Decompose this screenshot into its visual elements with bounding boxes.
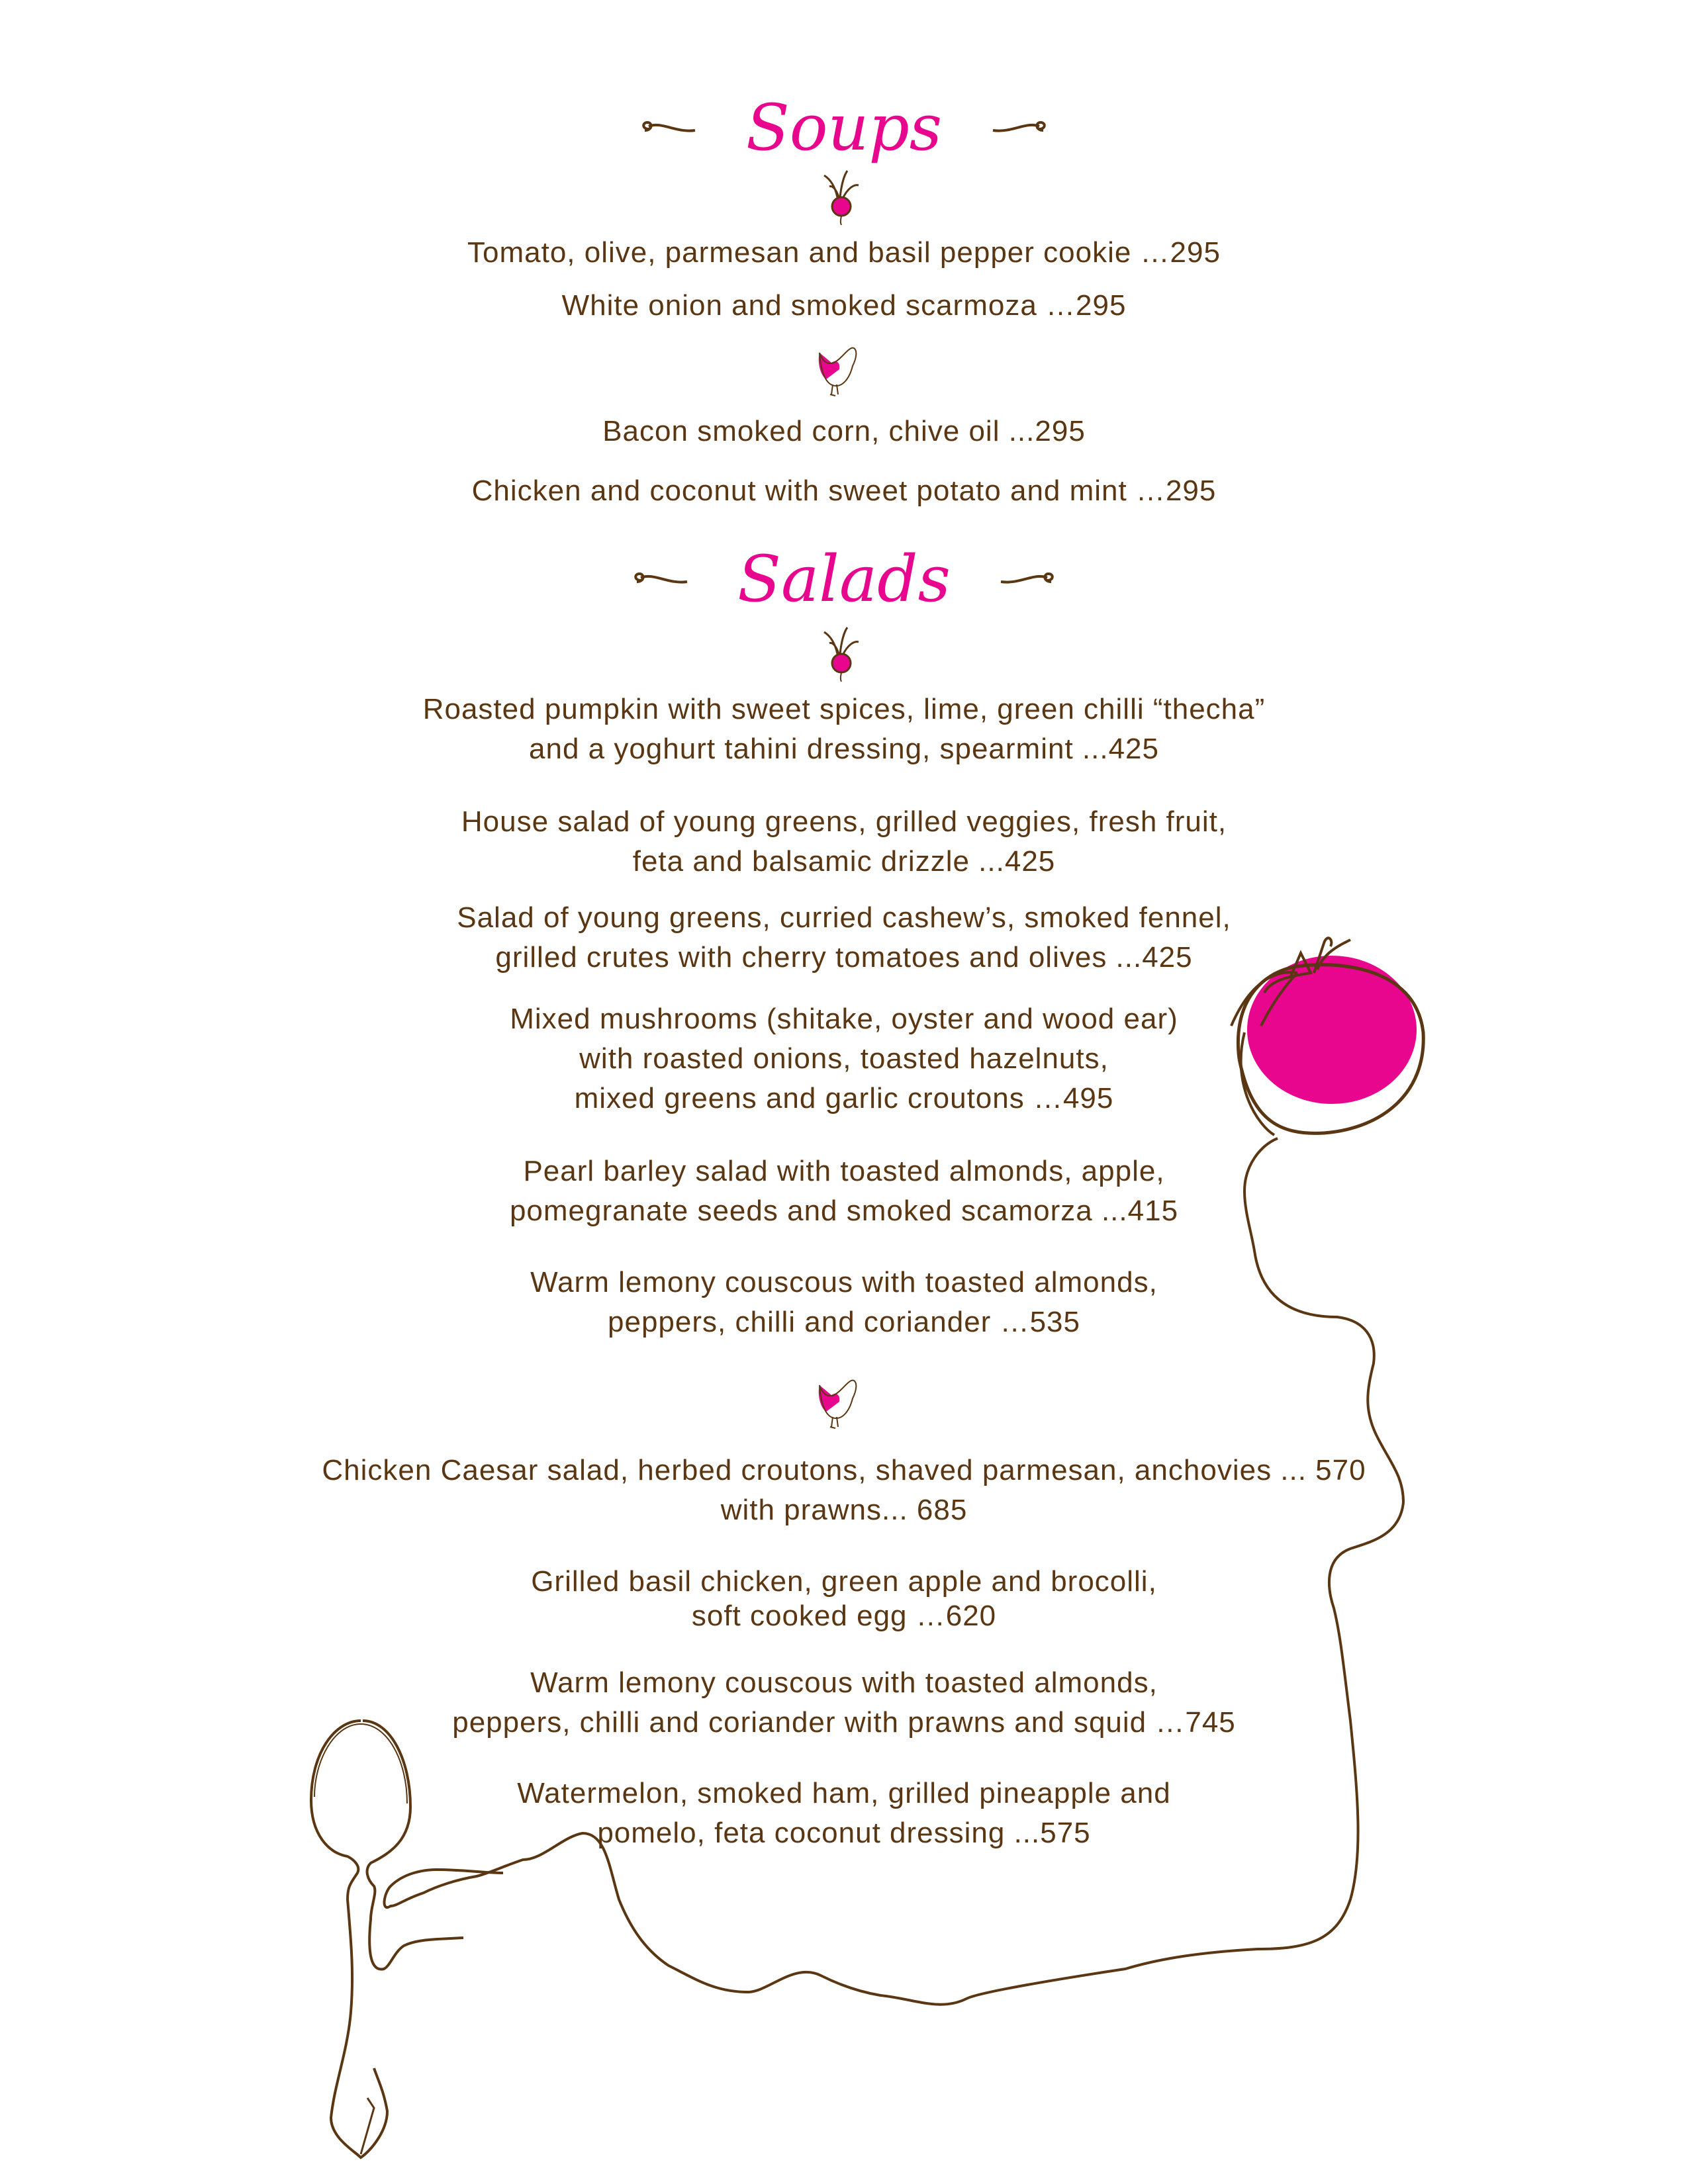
section-heading-soups	[0, 86, 1688, 164]
menu-item-line: Salad of young greens, curried cashew’s, smoked fennel,	[457, 901, 1231, 934]
menu-item-line: Pearl barley salad with toasted almonds, apple,	[523, 1155, 1165, 1187]
beetroot-icon	[818, 622, 864, 682]
menu-item-line: Watermelon, smoked ham, grilled pineapple and	[517, 1777, 1171, 1809]
chicken-icon	[813, 1375, 866, 1432]
menu-item-line: feta and balsamic drizzle ...425	[632, 845, 1056, 878]
menu-item-line: Mixed mushrooms (shitake, oyster and wood ear)	[510, 1003, 1178, 1035]
menu-item-line: with roasted onions, toasted hazelnuts,	[579, 1042, 1109, 1075]
menu-item-line: Warm lemony couscous with toasted almonds,	[530, 1266, 1158, 1298]
menu-item-line: and a yoghurt tahini dressing, spearmint ...425	[529, 733, 1159, 765]
menu-item-line: peppers, chilli and coriander with prawns and squid …745	[452, 1706, 1236, 1739]
menu-item-line: House salad of young greens, grilled veggies, fresh fruit,	[461, 805, 1227, 838]
menu-item-line: mixed greens and garlic croutons …495	[574, 1082, 1114, 1115]
menu-item-line: pomelo, feta coconut dressing ...575	[597, 1817, 1091, 1849]
menu-item: Tomato, olive, parmesan and basil pepper cookie …295	[467, 236, 1221, 269]
left-swirl-icon	[628, 566, 700, 592]
menu-item-line: peppers, chilli and coriander …535	[608, 1306, 1080, 1338]
right-swirl-icon	[988, 566, 1060, 592]
section-heading-salads	[0, 537, 1688, 615]
chicken-icon	[813, 343, 866, 399]
menu-item-line: soft cooked egg …620	[691, 1600, 997, 1632]
left-swirl-icon	[635, 114, 708, 141]
menu-item-line: grilled crutes with cherry tomatoes and olives ...425	[495, 941, 1193, 974]
menu-item-line: pomegranate seeds and smoked scamorza ...415	[509, 1195, 1179, 1227]
menu-item-line: Roasted pumpkin with sweet spices, lime, green chilli “thecha”	[422, 693, 1266, 725]
menu-item: White onion and smoked scarmoza …295	[561, 289, 1127, 322]
menu-item-line: Chicken Caesar salad, herbed croutons, shaved parmesan, anchovies ... 570	[322, 1454, 1366, 1486]
beetroot-icon	[818, 165, 864, 225]
menu-item-line: Grilled basil chicken, green apple and brocolli,	[531, 1565, 1157, 1598]
right-swirl-icon	[980, 114, 1053, 141]
menu-item-line: with prawns... 685	[720, 1494, 968, 1526]
menu-item: Bacon smoked corn, chive oil ...295	[602, 415, 1086, 447]
section-title: Soups	[745, 91, 943, 165]
section-title: Salads	[737, 542, 951, 616]
menu-item: Chicken and coconut with sweet potato and mint …295	[471, 475, 1217, 507]
menu-item-line: Warm lemony couscous with toasted almonds,	[530, 1666, 1158, 1699]
